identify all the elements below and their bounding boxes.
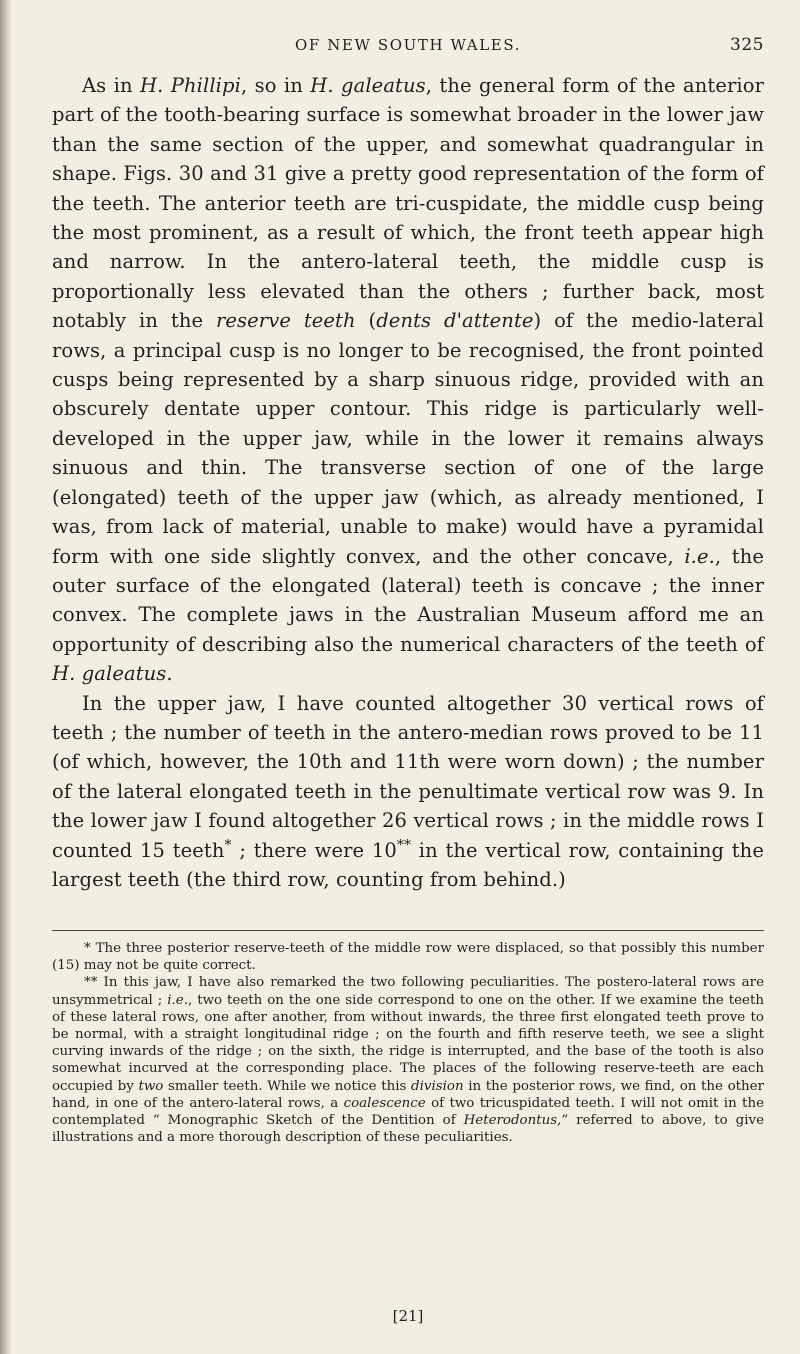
text-run: , so in (240, 74, 311, 97)
book-page (52, 0, 765, 1325)
text-run: , two teeth on the one side correspond to one on the other. If we examine the teeth of these lateral rows, one after another, from without inwards, the three first elongated teeth prove to be normal, with a straight longitudinal ridge ; on the fourth and fifth reserve teeth, we see a slight curving inwards of the ridge ; on the sixth, the ridge is interrupted, and the base of the tooth is also somewhat incurved at the corresponding place. The places of the following reserve-teeth are each occupied by (52, 992, 764, 1094)
italic-text: i.e. (167, 992, 188, 1008)
footnote (52, 974, 764, 1146)
text-run: , the outer surface of the elongated (lateral) teeth is concave ; the inner convex. The complete jaws in the Australian Museum afford me an opportunity of describing also the numerical characters of the teeth of (52, 544, 764, 656)
italic-text: i.e. (684, 544, 715, 568)
text-run: . (166, 662, 173, 686)
text-run: ( (355, 309, 377, 333)
text-run: ,” referred to above, to give illustrations and a more thorough description of these peculiarities. (52, 1113, 764, 1146)
signature-mark: [21] (392, 1307, 424, 1325)
italic-text: H. galeatus (310, 74, 426, 97)
text-run: * The three posterior reserve-teeth of the middle row were displaced, so that possibly this number (15) may not be quite correct. (52, 941, 764, 974)
italic-text: two (138, 1078, 164, 1094)
running-header (52, 0, 764, 60)
binding-shadow (0, 0, 12, 1354)
text-run: ) of the medio-lateral rows, a principal cusp is no longer to be recognised, the front pointed cusps being represented by a sharp sinuous ridge, provided with an obscurely dentate upper contour. This ridge is particularly well-developed in the upper jaw, while in the lower it remains always sinuous and thin. The transverse section of one of the large (elongated) teeth of the upper jaw (which, as already mentioned, I was, from lack of material, unable to make) would have a pyramidal form with one side slightly convex, and the other concave, (52, 309, 764, 568)
italic-text: H. galeatus (52, 662, 167, 686)
text-run: in the vertical row, containing the largest teeth (the third row, counting from behind.) (52, 838, 764, 891)
footnote-rule (52, 930, 764, 931)
italic-text: dents d'attente (376, 309, 534, 333)
body-paragraph (52, 689, 764, 895)
text-run: ; there were 10 (231, 838, 397, 862)
italic-text: H. Phillipi (140, 74, 241, 97)
italic-text: Heterodontus (463, 1113, 558, 1129)
text-run: smaller teeth. While we notice this (163, 1078, 412, 1094)
italic-text: division (411, 1078, 464, 1094)
italic-text: reserve teeth (216, 309, 356, 333)
text-run: , the general form of the anterior part of the tooth-bearing surface is somewhat broader in the lower jaw than the same section of the upper, and somewhat quadrangular in shape. Figs. 30 and 31 give a pretty good representation of the form of the teeth. The anterior teeth are tri-cuspidate, the middle cusp being the most prominent, as a result of which, the front teeth appear high and narrow. In the antero-lateral teeth, the middle cusp is proportionally less elevated than the others ; further back, most notably in the (52, 74, 764, 333)
footnotes (52, 940, 764, 1146)
footnote (52, 940, 764, 974)
page-number: 325 (730, 35, 764, 55)
text-run: ** In this jaw, I have also remarked the two following peculiarities. The postero-lateral rows are unsymmetrical ; (52, 975, 764, 1008)
italic-text: coalescence (343, 1095, 426, 1111)
text-run: In the upper jaw, I have counted altogether 30 vertical rows of teeth ; the number of teeth in the antero-median rows proved to be 11 (of which, however, the 10th and 11th were worn down) ; the number of the lateral elongated teeth in the penultimate vertical row was 9. In the lower jaw I found altogether 26 vertical rows ; in the middle rows I counted 15 teeth (52, 691, 764, 862)
text-run: of two tricuspidated teeth. I will not omit in the contemplated “ Monographic Sketch of the Dentition of (52, 1095, 764, 1129)
footnote-marker: ** (396, 837, 412, 854)
body-paragraph (52, 71, 764, 689)
footnote-marker: * (224, 837, 232, 854)
main-text (52, 71, 764, 894)
text-run: As in (82, 74, 141, 97)
text-run: in the posterior rows, we find, on the other hand, in one of the antero-lateral rows, a (52, 1078, 765, 1111)
running-title: OF NEW SOUTH WALES. (294, 36, 522, 54)
